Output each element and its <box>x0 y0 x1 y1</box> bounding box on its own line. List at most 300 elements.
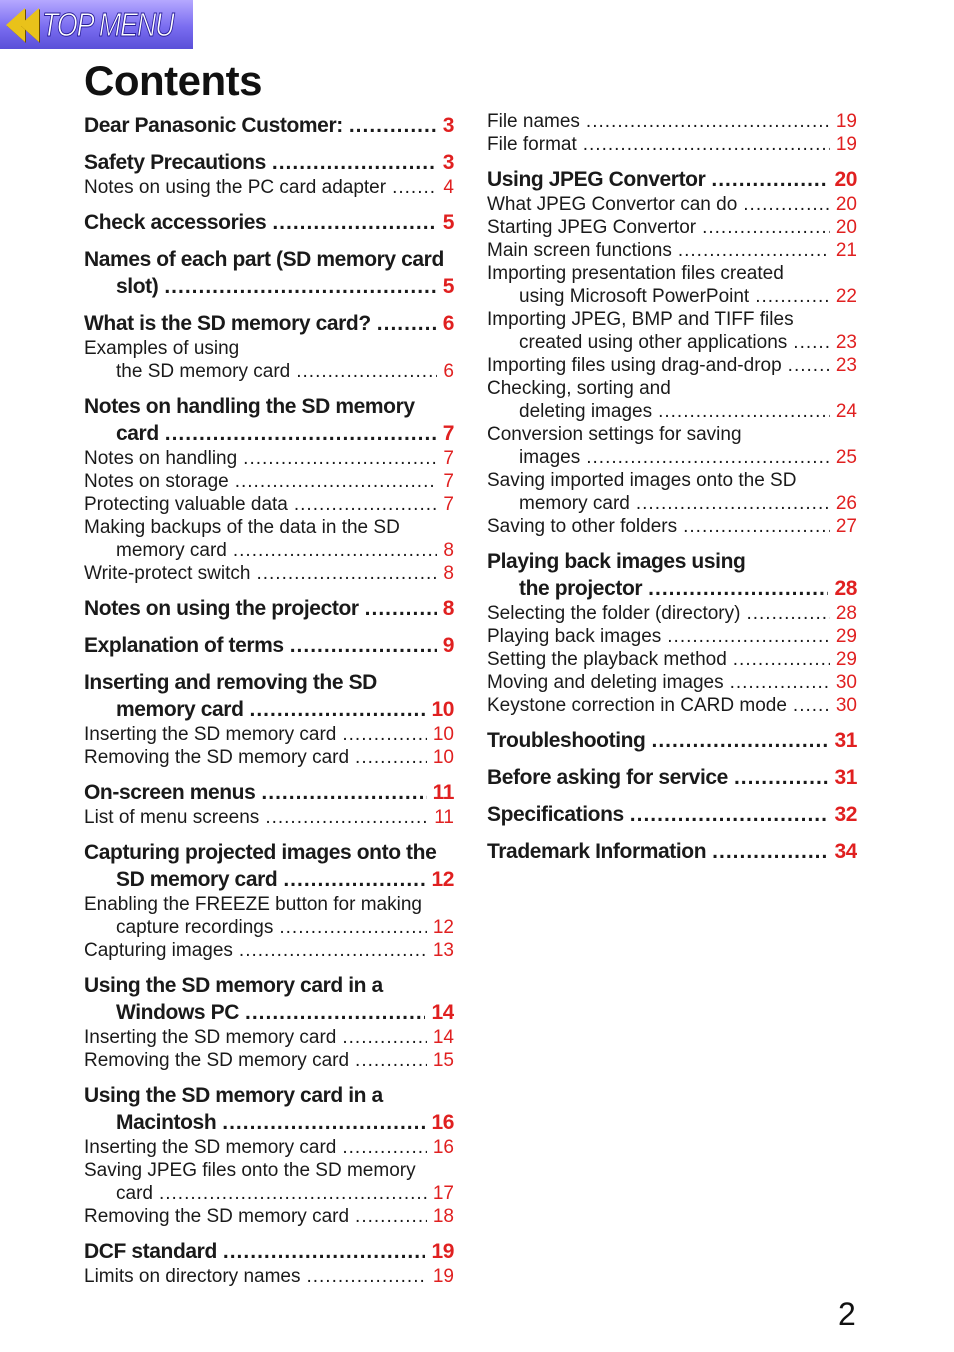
toc-page-number[interactable]: 4 <box>443 177 454 198</box>
toc-page-number[interactable]: 28 <box>834 577 857 600</box>
toc-entry-line <box>84 337 454 360</box>
toc-subentry[interactable] <box>84 562 454 585</box>
toc-entry-title: Saving imported images onto the SD <box>487 470 797 491</box>
toc-entry-line <box>84 696 454 723</box>
page-number: 2 <box>838 1296 856 1332</box>
dot-leader <box>349 112 437 139</box>
toc-section-entry[interactable] <box>487 801 857 828</box>
toc-entry-title: the SD memory card <box>116 361 291 382</box>
toc-entry-title: Dear Panasonic Customer: <box>84 114 343 137</box>
toc-page-number[interactable]: 24 <box>835 401 857 422</box>
toc-entry-line <box>487 262 857 285</box>
top-menu-button[interactable] <box>0 0 193 49</box>
toc-subentry[interactable] <box>487 648 857 671</box>
toc-page-number[interactable]: 28 <box>835 603 857 624</box>
toc-page-number[interactable]: 20 <box>835 194 857 215</box>
toc-subentry[interactable] <box>487 262 857 308</box>
toc-page-number[interactable]: 34 <box>834 840 857 863</box>
toc-entry-title: Removing the SD memory card <box>84 747 350 768</box>
dot-leader <box>239 939 427 962</box>
toc-page-number[interactable]: 25 <box>835 447 857 468</box>
toc-entry-title: card <box>116 422 159 445</box>
dot-leader <box>222 1109 425 1136</box>
toc-subentry[interactable] <box>84 1265 454 1288</box>
toc-entry-line <box>487 446 857 469</box>
toc-section-entry[interactable] <box>487 548 857 602</box>
toc-page-number[interactable]: 27 <box>835 516 857 537</box>
toc-subentry[interactable] <box>84 806 454 829</box>
toc-page-number[interactable]: 16 <box>431 1111 454 1134</box>
toc-entry-line <box>487 308 857 331</box>
toc-page-number[interactable]: 30 <box>835 695 857 716</box>
toc-entry-title: Checking, sorting and <box>487 378 671 399</box>
toc-section-entry[interactable] <box>84 1238 454 1265</box>
toc-entry-title: Notes on handling the SD memory <box>84 395 415 418</box>
toc-page-number[interactable]: 20 <box>834 168 857 191</box>
dot-leader <box>788 354 830 377</box>
toc-entry-line <box>487 515 857 538</box>
toc-entry-line <box>84 176 454 199</box>
toc-entry-title: slot) <box>116 275 159 298</box>
toc-entry-title: memory card <box>519 493 630 514</box>
toc-page-number[interactable]: 13 <box>432 940 454 961</box>
toc-page-number[interactable]: 8 <box>443 563 454 584</box>
dot-leader <box>164 273 436 300</box>
toc-subentry[interactable] <box>84 746 454 769</box>
dot-leader <box>165 420 437 447</box>
toc-page-number[interactable]: 16 <box>432 1137 454 1158</box>
toc-page-number[interactable]: 5 <box>442 275 454 298</box>
toc-section-entry[interactable] <box>84 112 454 139</box>
dot-leader <box>306 1265 426 1288</box>
toc-entry-line <box>84 972 454 999</box>
toc-section-entry[interactable] <box>84 632 454 659</box>
dot-leader <box>712 838 828 865</box>
toc-entry-title: capture recordings <box>116 917 274 938</box>
dot-leader <box>734 764 828 791</box>
toc-subentry[interactable] <box>487 625 857 648</box>
toc-entry-title: Protecting valuable data <box>84 494 288 515</box>
toc-entry-title: Capturing projected images onto the <box>84 841 437 864</box>
toc-entry-title: Inserting the SD memory card <box>84 1027 337 1048</box>
dot-leader <box>235 470 438 493</box>
toc-entry-title: Examples of using <box>84 338 240 359</box>
toc-section-entry[interactable] <box>84 393 454 447</box>
toc-subentry[interactable] <box>487 133 857 156</box>
toc-subentry[interactable] <box>487 377 857 423</box>
toc-entry-line <box>84 1159 454 1182</box>
toc-page-number[interactable]: 11 <box>434 807 454 828</box>
toc-entry-title: Check accessories <box>84 211 267 234</box>
toc-entry-title: memory card <box>116 698 244 721</box>
toc-entry-line <box>84 746 454 769</box>
dot-leader <box>342 723 426 746</box>
dot-leader <box>636 492 830 515</box>
dot-leader <box>233 539 438 562</box>
toc-entry-title: Starting JPEG Convertor <box>487 217 697 238</box>
toc-entry-title: Using the SD memory card in a <box>84 1084 383 1107</box>
toc-entry-title: the projector <box>519 577 643 600</box>
toc-entry-title: Names of each part (SD memory card <box>84 248 444 271</box>
toc-page-number[interactable]: 14 <box>431 1001 454 1024</box>
toc-page-number[interactable]: 7 <box>443 494 454 515</box>
toc-entry-line <box>84 866 454 893</box>
toc-entry-line <box>84 420 454 447</box>
toc-page-number[interactable]: 18 <box>432 1206 454 1227</box>
toc-entry-line <box>84 916 454 939</box>
toc-page-number[interactable]: 19 <box>835 111 857 132</box>
toc-entry-line <box>84 1082 454 1109</box>
toc-entry-title: Write-protect switch <box>84 563 251 584</box>
toc-page-number[interactable]: 7 <box>442 422 454 445</box>
toc-entry-line <box>84 209 454 236</box>
toc-entry-title: List of menu screens <box>84 807 260 828</box>
toc-entry-title: Explanation of terms <box>84 634 284 657</box>
toc-entry-line <box>84 595 454 622</box>
toc-entry-title: Limits on directory names <box>84 1266 301 1287</box>
toc-subentry[interactable] <box>84 493 454 516</box>
toc-entry-title: images <box>519 447 581 468</box>
toc-entry-line <box>487 216 857 239</box>
toc-entry-line <box>487 648 857 671</box>
dot-leader <box>256 562 437 585</box>
dot-leader <box>648 575 828 602</box>
dot-leader <box>355 1049 427 1072</box>
toc-entry-title: Removing the SD memory card <box>84 1050 350 1071</box>
toc-page-number[interactable]: 10 <box>431 698 454 721</box>
toc-page-number[interactable]: 17 <box>432 1183 454 1204</box>
toc-section-entry[interactable] <box>84 972 454 1026</box>
toc-left-column <box>84 112 454 1288</box>
toc-subentry[interactable] <box>84 1205 454 1228</box>
toc-page-number[interactable]: 19 <box>432 1266 454 1287</box>
toc-entry-title: Setting the playback method <box>487 649 727 670</box>
toc-page-number[interactable]: 9 <box>442 634 454 657</box>
toc-section-entry[interactable] <box>84 779 454 806</box>
dot-leader <box>658 400 830 423</box>
toc-entry-line <box>84 539 454 562</box>
toc-entry-title: What is the SD memory card? <box>84 312 371 335</box>
dot-leader <box>243 447 437 470</box>
toc-section-entry[interactable] <box>84 669 454 723</box>
toc-right-column <box>487 110 857 865</box>
toc-entry-title: Importing presentation files created <box>487 263 784 284</box>
toc-page-number[interactable]: 23 <box>835 355 857 376</box>
toc-entry-line <box>84 562 454 585</box>
toc-subentry[interactable] <box>487 515 857 538</box>
toc-entry-line <box>487 469 857 492</box>
toc-subentry[interactable] <box>84 470 454 493</box>
dot-leader <box>245 999 425 1026</box>
toc-entry-title: Playing back images using <box>487 550 746 573</box>
toc-page-number[interactable]: 7 <box>443 471 454 492</box>
toc-entry-title: Notes on storage <box>84 471 229 492</box>
toc-entry-line <box>84 149 454 176</box>
dot-leader <box>793 694 830 717</box>
toc-page-number[interactable]: 19 <box>431 1240 454 1263</box>
toc-subentry[interactable] <box>487 354 857 377</box>
toc-entry-line <box>84 669 454 696</box>
toc-entry-line <box>487 110 857 133</box>
dot-leader <box>377 310 437 337</box>
toc-entry-line <box>487 423 857 446</box>
toc-entry-line <box>487 575 857 602</box>
toc-subentry[interactable] <box>84 176 454 199</box>
dot-leader <box>630 801 829 828</box>
dot-leader <box>683 515 830 538</box>
toc-entry-title: Using the SD memory card in a <box>84 974 383 997</box>
toc-entry-line <box>487 492 857 515</box>
toc-entry-line <box>84 779 454 806</box>
toc-entry-line <box>487 801 857 828</box>
toc-entry-line <box>487 400 857 423</box>
toc-subentry[interactable] <box>84 1026 454 1049</box>
toc-page-number[interactable]: 23 <box>835 332 857 353</box>
toc-entry-line <box>84 839 454 866</box>
toc-subentry[interactable] <box>84 1049 454 1072</box>
dot-leader <box>296 360 437 383</box>
toc-subentry[interactable] <box>84 337 454 383</box>
dot-leader <box>755 285 830 308</box>
toc-subentry[interactable] <box>84 516 454 562</box>
toc-entry-title: Main screen functions <box>487 240 672 261</box>
toc-page-number[interactable]: 10 <box>432 747 454 768</box>
toc-section-entry[interactable] <box>84 839 454 893</box>
dot-leader <box>793 331 830 354</box>
toc-entry-title: created using other applications <box>519 332 788 353</box>
dot-leader <box>342 1136 426 1159</box>
toc-entry-title: Troubleshooting <box>487 729 646 752</box>
toc-entry-title: Inserting the SD memory card <box>84 1137 337 1158</box>
toc-entry-line <box>487 548 857 575</box>
toc-entry-title: DCF standard <box>84 1240 217 1263</box>
toc-page-number[interactable]: 26 <box>835 493 857 514</box>
toc-page-number[interactable]: 6 <box>443 361 454 382</box>
dot-leader <box>711 166 828 193</box>
toc-page-number[interactable]: 30 <box>835 672 857 693</box>
dot-leader <box>746 602 829 625</box>
toc-entry-line <box>84 999 454 1026</box>
toc-entry-line <box>487 331 857 354</box>
toc-entry-title: Before asking for service <box>487 766 728 789</box>
toc-entry-title: Saving to other folders <box>487 516 678 537</box>
toc-entry-title: What JPEG Convertor can do <box>487 194 738 215</box>
toc-entry-line <box>487 727 857 754</box>
dot-leader <box>667 625 830 648</box>
dot-leader <box>250 696 426 723</box>
toc-entry-title: File names <box>487 111 580 132</box>
toc-page-number[interactable]: 29 <box>835 649 857 670</box>
toc-entry-line <box>487 166 857 193</box>
toc-entry-title: On-screen menus <box>84 781 256 804</box>
toc-section-entry[interactable] <box>84 595 454 622</box>
toc-subentry[interactable] <box>487 671 857 694</box>
toc-subentry[interactable] <box>84 447 454 470</box>
toc-entry-line <box>84 246 454 273</box>
toc-entry-line <box>84 1265 454 1288</box>
toc-entry-title: deleting images <box>519 401 653 422</box>
toc-entry-line <box>84 1182 454 1205</box>
toc-entry-title: File format <box>487 134 577 155</box>
toc-entry-line <box>84 1136 454 1159</box>
toc-section-entry[interactable] <box>84 246 454 300</box>
toc-entry-title: Importing files using drag-and-drop <box>487 355 782 376</box>
toc-entry-title: Keystone correction in CARD mode <box>487 695 787 716</box>
toc-entry-line <box>84 1049 454 1072</box>
toc-page-number[interactable]: 8 <box>442 597 454 620</box>
toc-entry-line <box>84 470 454 493</box>
toc-subentry[interactable] <box>84 893 454 939</box>
toc-entry-title: memory card <box>116 540 227 561</box>
toc-section-entry[interactable] <box>84 1082 454 1136</box>
toc-page-number[interactable]: 12 <box>431 868 454 891</box>
toc-page-number[interactable]: 3 <box>442 151 454 174</box>
toc-section-entry[interactable] <box>487 838 857 865</box>
toc-entry-title: Inserting the SD memory card <box>84 724 337 745</box>
toc-entry-title: Selecting the folder (directory) <box>487 603 741 624</box>
toc-subentry[interactable] <box>487 193 857 216</box>
dot-leader <box>265 806 428 829</box>
toc-subentry[interactable] <box>84 1159 454 1205</box>
dot-leader <box>743 193 830 216</box>
dot-leader <box>365 595 437 622</box>
toc-entry-line <box>84 806 454 829</box>
toc-entry-line <box>84 1205 454 1228</box>
toc-page-number[interactable]: 31 <box>834 729 857 752</box>
toc-entry-title: Windows PC <box>116 1001 239 1024</box>
dot-leader <box>586 110 830 133</box>
dot-leader <box>730 671 830 694</box>
toc-entry-line <box>487 671 857 694</box>
toc-subentry[interactable] <box>487 110 857 133</box>
toc-section-entry[interactable] <box>487 166 857 193</box>
toc-entry-line <box>84 112 454 139</box>
toc-entry-line <box>487 602 857 625</box>
toc-entry-title: Playing back images <box>487 626 662 647</box>
dot-leader <box>279 916 426 939</box>
toc-entry-title: Conversion settings for saving <box>487 424 742 445</box>
toc-entry-line <box>487 133 857 156</box>
toc-page-number[interactable]: 15 <box>432 1050 454 1071</box>
toc-entry-title: Notes on using the PC card adapter <box>84 177 387 198</box>
toc-subentry[interactable] <box>487 239 857 262</box>
toc-entry-title: Inserting and removing the SD <box>84 671 377 694</box>
toc-entry-title: SD memory card <box>116 868 278 891</box>
toc-page-number[interactable]: 21 <box>835 240 857 261</box>
toc-subentry[interactable] <box>487 694 857 717</box>
toc-page-number[interactable]: 7 <box>443 448 454 469</box>
toc-entry-line <box>84 493 454 516</box>
toc-entry-line <box>487 694 857 717</box>
toc-entry-title: Safety Precautions <box>84 151 266 174</box>
toc-subentry[interactable] <box>487 423 857 469</box>
dot-leader <box>586 446 830 469</box>
toc-section-entry[interactable] <box>84 149 454 176</box>
toc-page-number[interactable]: 5 <box>442 211 454 234</box>
toc-entry-line <box>487 625 857 648</box>
toc-page-number[interactable]: 22 <box>835 286 857 307</box>
toc-entry-line <box>84 893 454 916</box>
toc-entry-title: Removing the SD memory card <box>84 1206 350 1227</box>
toc-subentry[interactable] <box>487 602 857 625</box>
toc-entry-title: Moving and deleting images <box>487 672 724 693</box>
toc-entry-line <box>84 310 454 337</box>
top-menu-label: TOP MENU <box>42 5 174 43</box>
toc-subentry[interactable] <box>487 216 857 239</box>
dot-leader <box>702 216 830 239</box>
toc-entry-line <box>487 764 857 791</box>
toc-entry-line <box>487 239 857 262</box>
toc-entry-title: Capturing images <box>84 940 233 961</box>
toc-entry-line <box>84 393 454 420</box>
toc-entry-title: Macintosh <box>116 1111 217 1134</box>
toc-entry-title: card <box>116 1183 153 1204</box>
toc-page-number[interactable]: 12 <box>432 917 454 938</box>
toc-page-number[interactable]: 11 <box>432 781 454 804</box>
toc-entry-title: Saving JPEG files onto the SD memory <box>84 1160 416 1181</box>
toc-entry-title: Enabling the FREEZE button for making <box>84 894 422 915</box>
toc-page-number[interactable]: 3 <box>442 114 454 137</box>
toc-page-number[interactable]: 19 <box>835 134 857 155</box>
toc-entry-title: Notes on using the projector <box>84 597 359 620</box>
dot-leader <box>272 149 437 176</box>
toc-section-entry[interactable] <box>84 310 454 337</box>
toc-entry-title: Importing JPEG, BMP and TIFF files <box>487 309 794 330</box>
toc-entry-title: Specifications <box>487 803 624 826</box>
double-arrow-left-icon <box>6 8 34 42</box>
toc-entry-line <box>487 193 857 216</box>
toc-section-entry[interactable] <box>487 727 857 754</box>
dot-leader <box>272 209 436 236</box>
toc-page-number[interactable]: 8 <box>443 540 454 561</box>
toc-entry-line <box>487 838 857 865</box>
toc-page-number[interactable]: 31 <box>834 766 857 789</box>
toc-entry-title: Trademark Information <box>487 840 707 863</box>
toc-page-number[interactable]: 6 <box>442 312 454 335</box>
toc-entry-line <box>84 1238 454 1265</box>
toc-entry-line <box>84 632 454 659</box>
dot-leader <box>392 176 437 199</box>
toc-entry-line <box>84 516 454 539</box>
toc-subentry[interactable] <box>487 308 857 354</box>
dot-leader <box>283 866 425 893</box>
toc-entry-line <box>487 354 857 377</box>
toc-section-entry[interactable] <box>487 764 857 791</box>
toc-page-number[interactable]: 14 <box>432 1027 454 1048</box>
toc-section-entry[interactable] <box>84 209 454 236</box>
toc-subentry[interactable] <box>84 939 454 962</box>
toc-subentry[interactable] <box>487 469 857 515</box>
dot-leader <box>678 239 830 262</box>
toc-subentry[interactable] <box>84 1136 454 1159</box>
toc-entry-line <box>487 285 857 308</box>
toc-page-number[interactable]: 20 <box>835 217 857 238</box>
toc-entry-line <box>84 273 454 300</box>
toc-page-number[interactable]: 10 <box>432 724 454 745</box>
toc-page-number[interactable]: 29 <box>835 626 857 647</box>
toc-entry-title: Using JPEG Convertor <box>487 168 706 191</box>
dot-leader <box>355 746 427 769</box>
dot-leader <box>733 648 830 671</box>
dot-leader <box>290 632 437 659</box>
toc-entry-line <box>487 377 857 400</box>
toc-page-number[interactable]: 32 <box>834 803 857 826</box>
dot-leader <box>342 1026 426 1049</box>
toc-entry-title: using Microsoft PowerPoint <box>519 286 750 307</box>
toc-subentry[interactable] <box>84 723 454 746</box>
toc-entry-line <box>84 360 454 383</box>
dot-leader <box>355 1205 427 1228</box>
